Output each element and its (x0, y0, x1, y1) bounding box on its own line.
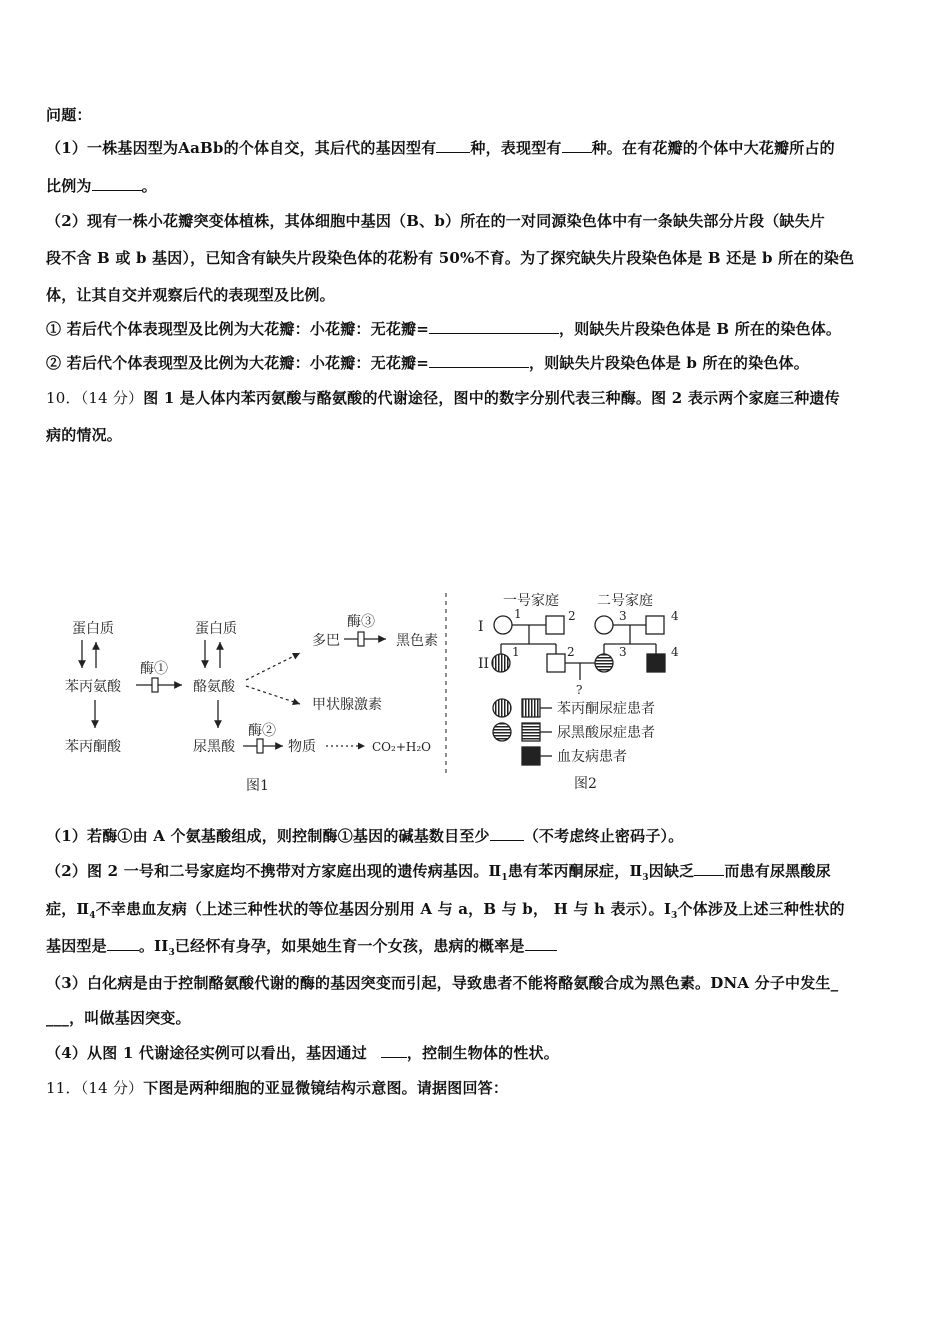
pedigree-male-I4 (646, 616, 664, 634)
legend-pku-label: 苯丙酮尿症患者 (557, 701, 655, 717)
answer-blank[interactable] (562, 138, 592, 153)
label-II4: 4 (671, 645, 679, 659)
label-co2-h2o: CO₂+H₂O (372, 740, 431, 754)
label-unknown-child: ? (576, 683, 583, 697)
figure-1-pathway (65, 614, 438, 794)
label-I4: 4 (671, 609, 679, 623)
answer-blank[interactable] (694, 861, 724, 876)
label-homogentisic-acid: 尿黑酸 (193, 739, 235, 755)
label-substance: 物质 (288, 739, 316, 755)
legend-pku-female-icon (493, 699, 511, 717)
answer-blank[interactable] (525, 936, 557, 951)
pedigree-male-II4-hemophilia (647, 654, 665, 672)
question-10-part-2-cont: 症，$Ⅱ_4$不幸患血友病（上述三种性状的等位基因分别用 A 与 a，B 与 b， H 与 h 表示）。$I_3$个体涉及上述三种性状的 (46, 900, 845, 921)
question-10-part-2-cont2: 基因型是 。$II_3$已经怀有身孕，如果她生育一个女孩，患病的概率是 (46, 935, 557, 958)
label-dopa: 多巴 (312, 633, 340, 649)
answer-blank[interactable] (92, 176, 142, 191)
answer-blank[interactable] (490, 826, 524, 841)
figure-1-caption: 图1 (246, 778, 269, 794)
generation-I-label: I (478, 619, 484, 635)
label-I2: 2 (568, 609, 576, 623)
label-melanin: 黑色素 (396, 633, 438, 649)
label-family-1: 一号家庭 (503, 593, 559, 609)
question-9-part-2-cont2: 体，让其自交并观察后代的表现型及比例。 (46, 286, 335, 304)
label-II3: 3 (619, 645, 627, 659)
figure-2-pedigree (478, 593, 679, 792)
answer-blank[interactable] (429, 353, 529, 368)
enzyme-1-block-icon (152, 678, 158, 692)
question-10-stem: 10．（14 分）图 1 是人体内苯丙氨酸与酪氨酸的代谢途径，图中的数字分别代表三种酶。图 2 表示两个家庭三种遗传 (46, 389, 840, 407)
question-11-stem: 11．（14 分）下图是两种细胞的亚显微镜结构示意图。请据图回答： (46, 1079, 509, 1097)
question-9-part-2: （2）现有一株小花瓣突变体植株，其体细胞中基因（B、b）所在的一对同源染色体中有一条缺失部分片段（缺失片 (46, 212, 826, 230)
label-phenylalanine: 苯丙氨酸 (65, 679, 121, 695)
figure-metabolism-pedigree (60, 588, 720, 803)
legend-alkaptonuria-male-icon (522, 723, 540, 741)
legend-alkaptonuria-female-icon (493, 723, 511, 741)
question-10-stem-cont: 病的情况。 (46, 426, 123, 444)
legend-hemophilia-label: 血友病患者 (557, 749, 627, 765)
legend-alkaptonuria-label: 尿黑酸尿症患者 (557, 725, 655, 741)
label-family-2: 二号家庭 (597, 593, 653, 609)
label-enzyme-2: 酶② (248, 723, 276, 739)
intro-text: 问题： (46, 106, 92, 124)
question-9-case-2: ② 若后代个体表现型及比例为大花瓣：小花瓣：无花瓣= ，则缺失片段染色体是 b 所在的染色体。 (46, 354, 809, 372)
question-9-part-1-cont: 比例为 。 (46, 177, 157, 195)
pedigree-male-I2 (546, 616, 564, 634)
answer-blank[interactable] (107, 936, 139, 951)
label-enzyme-3: 酶③ (347, 614, 375, 630)
label-II2: 2 (567, 645, 575, 659)
label-enzyme-1: 酶① (140, 661, 168, 677)
pedigree-female-I3 (595, 616, 613, 634)
pedigree-male-II2 (547, 654, 565, 672)
label-I1: 1 (514, 607, 522, 621)
pedigree-female-I1 (494, 616, 512, 634)
answer-blank[interactable] (429, 319, 559, 334)
question-10-part-3: （3）白化病是由于控制酪氨酸代谢的酶的基因突变而引起，导致患者不能将酪氨酸合成为黑色素。DNA 分子中发生_ (46, 974, 839, 992)
question-10-part-2: （2）图 2 一号和二号家庭均不携带对方家庭出现的遗传病基因。$Ⅱ_1$患有苯丙酮尿症，$Ⅱ_3$因缺乏 而患有尿黑酸尿 (46, 862, 831, 883)
question-10-part-1: （1）若酶①由 A 个氨基酸组成，则控制酶①基因的碱基数目至少 （不考虑终止密码子）。 (46, 827, 684, 845)
question-10-part-3-cont: ___，叫做基因突变。 (46, 1009, 191, 1027)
label-I3: 3 (619, 609, 627, 623)
generation-II-label: II (478, 656, 490, 672)
answer-blank[interactable] (436, 138, 470, 153)
pedigree-female-II3-alkaptonuria (595, 654, 613, 672)
figure-2-caption: 图2 (574, 776, 597, 792)
label-protein-2: 蛋白质 (195, 621, 237, 637)
question-9-part-1: （1）一株基因型为AaBb的个体自交，其后代的基因型有 种，表现型有 种。在有花瓣的个体中大花瓣所占的 (46, 139, 835, 157)
question-9-case-1: ① 若后代个体表现型及比例为大花瓣：小花瓣：无花瓣= ，则缺失片段染色体是 B 所在的染色体。 (46, 320, 842, 338)
answer-blank[interactable] (381, 1043, 407, 1058)
question-9-part-2-cont: 段不含 B 或 b 基因），已知含有缺失片段染色体的花粉有 50%不育。为了探究缺失片段染色体是 B 还是 b 所在的染色 (46, 249, 855, 267)
label-phenylpyruvic-acid: 苯丙酮酸 (65, 739, 121, 755)
label-protein-1: 蛋白质 (72, 621, 114, 637)
label-tyrosine: 酪氨酸 (193, 679, 235, 695)
legend-hemophilia-male-icon (522, 747, 540, 765)
enzyme-3-block-icon (358, 632, 364, 646)
legend-pku-male-icon (522, 699, 540, 717)
enzyme-2-block-icon (257, 739, 263, 753)
label-thyroxine: 甲状腺激素 (312, 697, 382, 713)
question-10-part-4: （4）从图 1 代谢途径实例可以看出，基因通过 ，控制生物体的性状。 (46, 1044, 559, 1062)
pedigree-female-II1-pku (492, 654, 510, 672)
label-II1: 1 (512, 645, 520, 659)
